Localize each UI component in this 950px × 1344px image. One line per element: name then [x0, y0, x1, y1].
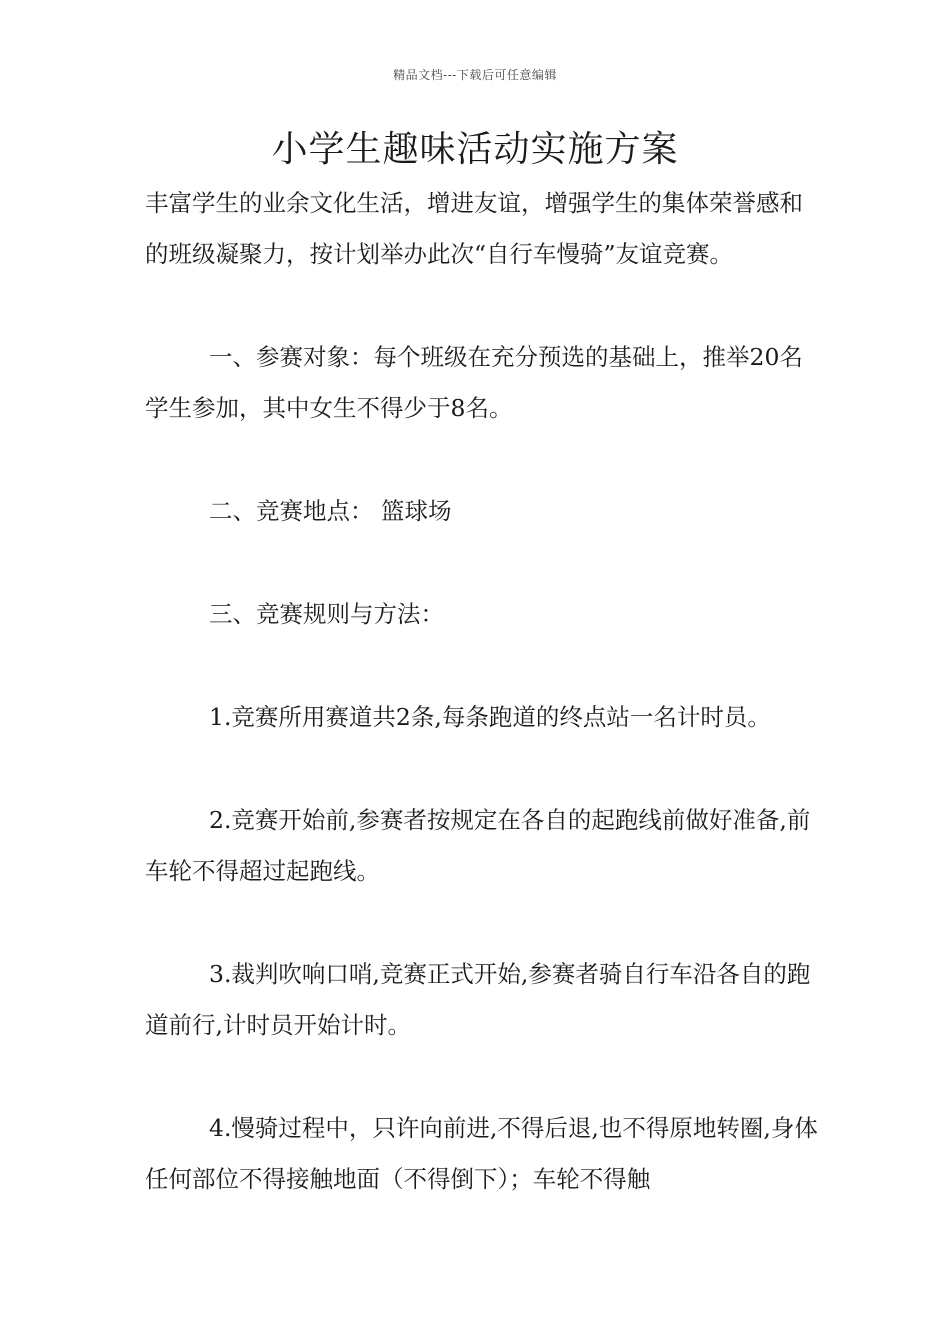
paragraph-gap	[145, 280, 820, 332]
section-rules-heading: 三、竞赛规则与方法：	[209, 600, 444, 628]
paragraph-gap	[145, 537, 820, 589]
paragraph-gap	[145, 743, 820, 795]
paragraph-gap	[145, 1051, 820, 1103]
page-header: 精品文档---下载后可任意编辑	[393, 68, 557, 82]
paragraph-gap	[145, 897, 820, 949]
paragraph-gap	[145, 640, 820, 692]
rule-item-1: 1.竞赛所用赛道共2条,每条跑道的终点站一名计时员。	[209, 703, 771, 731]
rule-item-4: 4.慢骑过程中，只许向前进,不得后退,也不得原地转圈,身体任何部位不得接触地面（不得倒下）；车轮不得触	[145, 1114, 818, 1193]
rule-item-2: 2.竞赛开始前,参赛者按规定在各自的起跑线前做好准备,前车轮不得超过起跑线。	[145, 806, 811, 885]
intro-paragraph: 丰富学生的业余文化生活，增进友谊，增强学生的集体荣誉感和的班级凝聚力，按计划举办此次“自行车慢骑”友谊竞赛。	[145, 189, 803, 268]
document-body	[145, 178, 820, 1205]
rule-item-3: 3.裁判吹响口哨,竞赛正式开始,参赛者骑自行车沿各自的跑道前行,计时员开始计时。	[145, 960, 811, 1039]
section-venue: 二、竞赛地点： 篮球场	[209, 497, 452, 525]
paragraph-gap	[145, 434, 820, 486]
document-title: 小学生趣味活动实施方案	[271, 129, 679, 170]
section-participants: 一、参赛对象：每个班级在充分预选的基础上，推举20名学生参加，其中女生不得少于8名。	[145, 343, 803, 422]
